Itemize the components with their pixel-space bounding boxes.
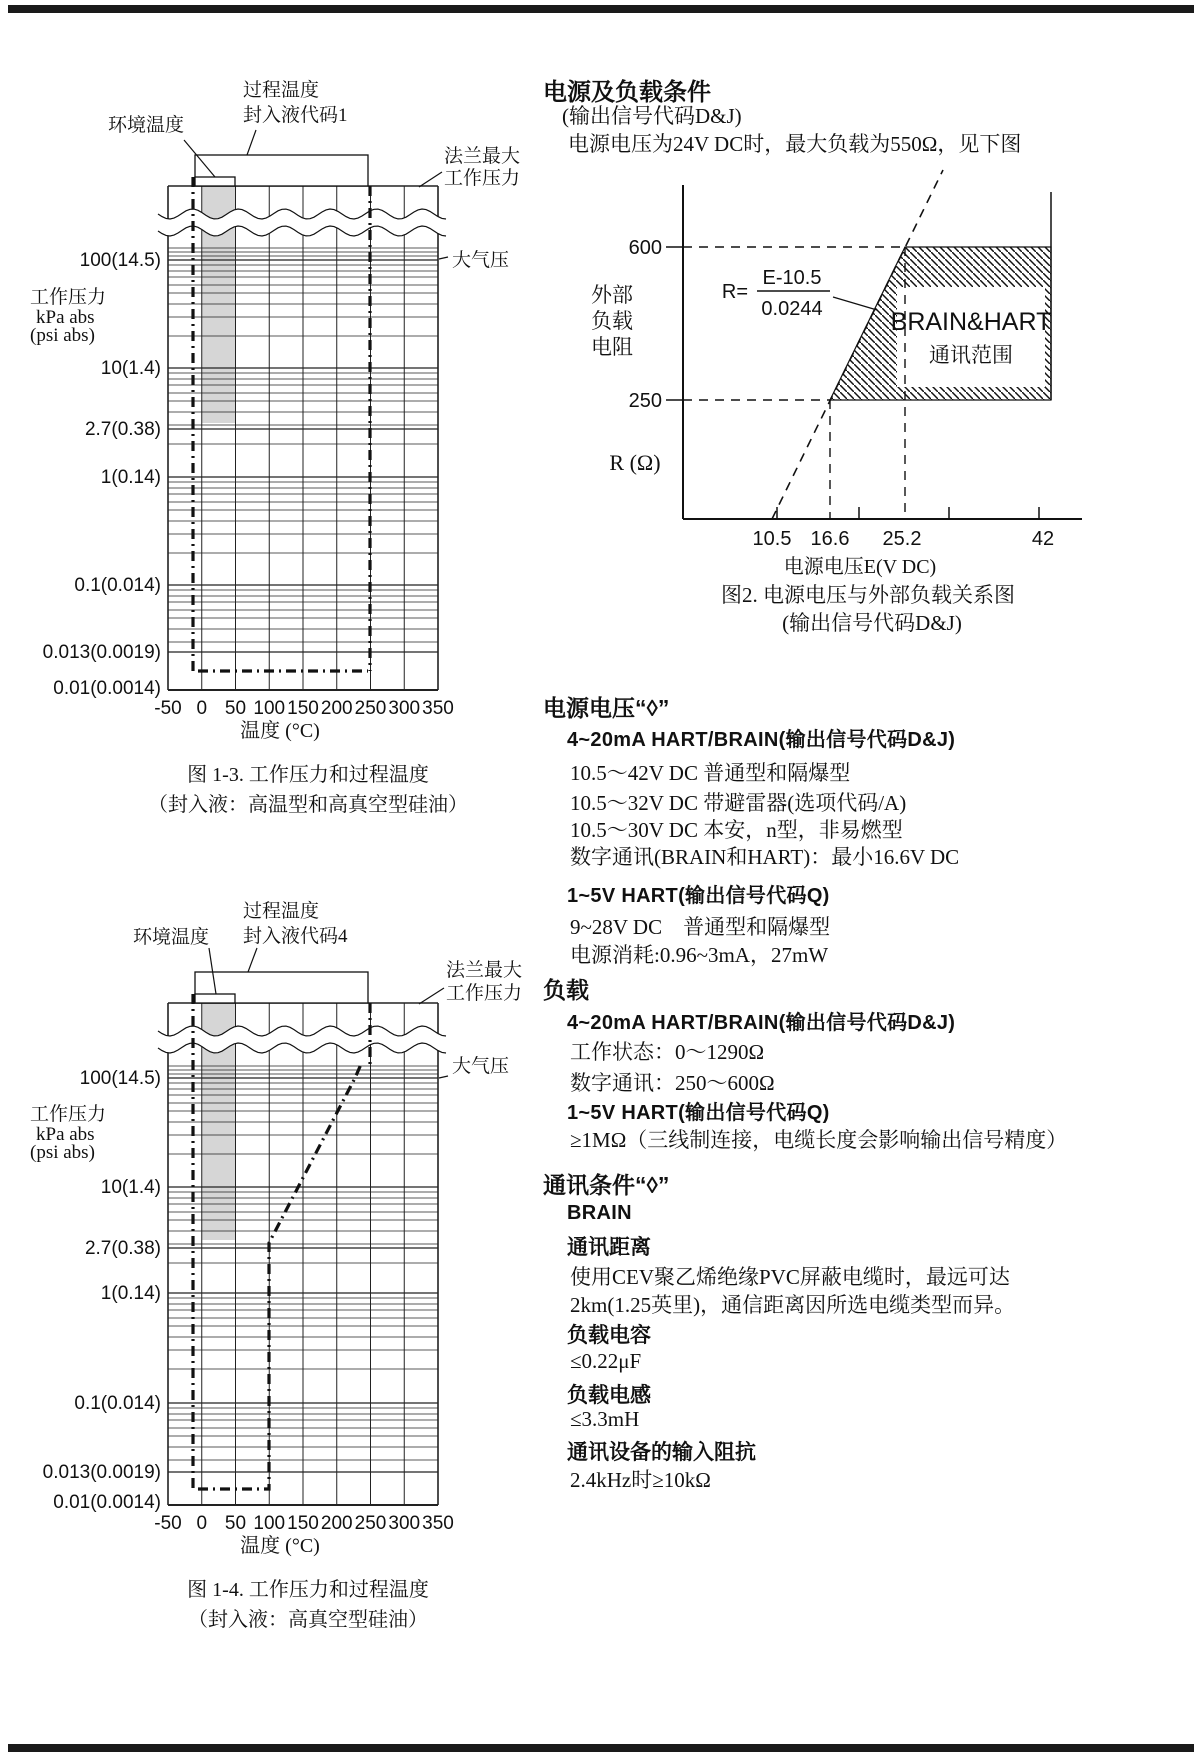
load-capacitance-value: ≤0.22μF	[570, 1349, 642, 1373]
supply-line: 数字通讯(BRAIN和HART)：最小16.6V DC	[570, 845, 960, 869]
leader-line	[833, 297, 877, 310]
formula-lhs: R=	[721, 281, 748, 303]
y-tick-label: 600	[628, 237, 662, 259]
comm-distance-line: 2km(1.25英里)，通信距离因所选电缆类型而异。	[570, 1293, 1016, 1317]
flange-max-pressure-label: 工作压力	[446, 983, 523, 1004]
x-axis-title: 温度 (°C)	[240, 1535, 320, 1557]
input-impedance-value: 2.4kHz时≥10kΩ	[570, 1468, 711, 1492]
section-title-load: 负载	[543, 977, 589, 1003]
leader-line	[419, 988, 444, 1004]
section-title-supply-voltage: 电源电压“◊”	[543, 695, 670, 721]
load-inductance-value: ≤3.3mH	[570, 1407, 640, 1431]
y-tick-label: 0.01(0.0014)	[53, 678, 161, 699]
supply-line: 10.5～42V DC 普通型和隔爆型	[570, 761, 851, 785]
x-tick-label: -50	[154, 698, 182, 719]
formula-denominator: 0.0244	[761, 298, 823, 320]
x-tick-label: 100	[253, 698, 286, 719]
y-tick-label: 100(14.5)	[79, 1068, 161, 1089]
supply-line: 电源消耗:0.96~3mA，27mW	[570, 943, 829, 967]
x-tick-label: 50	[224, 698, 247, 719]
supply-line: 10.5～30V DC 本安，n型，非易燃型	[570, 818, 903, 842]
atmosphere-label: 大气压	[452, 250, 510, 271]
figure-caption: 图 1-4. 工作压力和过程温度	[187, 1579, 429, 1601]
flange-max-pressure-label: 法兰最大	[446, 960, 523, 981]
y-axis-title: (psi abs)	[30, 1142, 95, 1163]
x-tick-label: 150	[287, 1513, 319, 1534]
fig2-y-axis-title: 电阻	[591, 335, 633, 359]
flange-max-pressure-label: 法兰最大	[444, 146, 521, 167]
y-tick-label: 250	[628, 390, 662, 412]
wave-break-band	[158, 1026, 446, 1053]
figure-caption: （封入液：高真空型硅油）	[188, 1609, 428, 1631]
load-sub-1-5v-hart: 1~5V HART(输出信号代码Q)	[567, 1102, 830, 1124]
comm-range-label: 通讯范围	[929, 343, 1013, 367]
supply-sub-1-5v-hart: 1~5V HART(输出信号代码Q)	[567, 885, 830, 907]
flange-max-pressure-label: 工作压力	[444, 168, 521, 189]
comm-brain-label: BRAIN	[567, 1202, 632, 1224]
load-capacitance-label: 负载电容	[567, 1324, 651, 1347]
fill-fluid-code-label: 封入液代码1	[243, 105, 348, 126]
load-inductance-label: 负载电感	[567, 1384, 651, 1407]
wave-break-band	[158, 209, 446, 236]
section-title-power-load-conditions: 电源及负载条件	[543, 79, 711, 106]
x-tick-label: 100	[253, 1513, 286, 1534]
y-tick-label: 2.7(0.38)	[84, 419, 161, 440]
y-axis-title: kPa abs	[36, 307, 95, 328]
supply-sub-hart-brain: 4~20mA HART/BRAIN(输出信号代码D&J)	[567, 729, 956, 751]
y-tick-label: 10(1.4)	[100, 1177, 161, 1198]
fill-fluid-code-label: 封入液代码4	[243, 926, 348, 947]
input-impedance-label: 通讯设备的输入阻抗	[567, 1441, 756, 1464]
leader-line	[419, 172, 442, 187]
y-tick-label: 2.7(0.38)	[84, 1238, 161, 1259]
max-load-note: 电源电压为24V DC时，最大负载为550Ω，见下图	[568, 132, 1022, 156]
figure-caption: (输出信号代码D&J)	[782, 611, 962, 635]
supply-line: 10.5～32V DC 带避雷器(选项代码/A)	[570, 791, 907, 815]
ambient-temp-box	[195, 994, 235, 1003]
load-line: ≥1MΩ（三线制连接，电缆长度会影响输出信号精度）	[570, 1128, 1068, 1152]
x-tick-label: 0	[196, 698, 208, 719]
atmosphere-label: 大气压	[452, 1056, 510, 1077]
load-line: 数字通讯：250～600Ω	[570, 1071, 775, 1095]
formula-numerator: E-10.5	[762, 267, 822, 289]
comm-distance-label: 通讯距离	[567, 1236, 651, 1259]
x-tick-label: 25.2	[882, 528, 922, 550]
comm-range-label-box	[897, 287, 1045, 387]
x-tick-label: 350	[422, 698, 454, 719]
fig2-y-axis-title: 负载	[591, 309, 633, 333]
x-tick-label: 300	[388, 698, 421, 719]
x-tick-label: 200	[320, 698, 353, 719]
comm-distance-line: 使用CEV聚乙烯绝缘PVC屏蔽电缆时，最远可达	[570, 1265, 1010, 1289]
figure-caption: 图2. 电源电压与外部负载关系图	[721, 583, 1015, 607]
y-tick-label: 100(14.5)	[79, 250, 161, 271]
y-tick-label: 1(0.14)	[100, 1283, 161, 1304]
supply-line: 9~28V DC 普通型和隔爆型	[570, 915, 831, 939]
fig2-y-axis-title: 外部	[591, 283, 633, 307]
leader-line	[439, 1076, 448, 1078]
y-tick-label: 10(1.4)	[100, 358, 161, 379]
process-temp-label: 过程温度	[243, 901, 320, 922]
figure-caption: （封入液：高温型和高真空型硅油）	[148, 794, 468, 816]
y-axis-title: 工作压力	[30, 1104, 107, 1125]
x-tick-label: -50	[154, 1513, 182, 1534]
y-tick-label: 0.1(0.014)	[74, 575, 161, 596]
ambient-temp-label: 环境温度	[108, 115, 185, 136]
x-tick-label: 350	[422, 1513, 454, 1534]
fig2-y-unit: R (Ω)	[609, 450, 661, 475]
x-tick-label: 10.5	[752, 528, 792, 550]
y-tick-label: 0.01(0.0014)	[53, 1492, 161, 1513]
leader-line	[248, 948, 257, 972]
process-temp-label: 过程温度	[243, 80, 320, 101]
comm-range-label: BRAIN&HART	[890, 308, 1052, 336]
x-tick-label: 250	[354, 698, 387, 719]
x-tick-label: 42	[1031, 528, 1055, 550]
ambient-temp-box	[195, 177, 235, 186]
y-axis-title: kPa abs	[36, 1124, 95, 1145]
y-axis-title: (psi abs)	[30, 325, 95, 346]
x-axis-title: 温度 (°C)	[240, 720, 320, 742]
section-title-comm-conditions: 通讯条件“◊”	[543, 1172, 670, 1198]
figure-caption: 图 1-3. 工作压力和过程温度	[187, 764, 429, 786]
x-tick-label: 200	[320, 1513, 353, 1534]
x-tick-label: 300	[388, 1513, 421, 1534]
x-tick-label: 250	[354, 1513, 387, 1534]
leader-line	[439, 257, 448, 259]
y-tick-label: 1(0.14)	[100, 467, 161, 488]
x-tick-label: 150	[287, 698, 319, 719]
fig2-x-axis-title: 电源电压E(V DC)	[783, 556, 937, 578]
y-axis-title: 工作压力	[30, 287, 107, 308]
leader-line	[247, 130, 256, 155]
y-tick-label: 0.013(0.0019)	[42, 1462, 161, 1483]
y-tick-label: 0.013(0.0019)	[42, 642, 161, 663]
x-tick-label: 0	[196, 1513, 208, 1534]
x-tick-label: 50	[224, 1513, 247, 1534]
ambient-temp-label: 环境温度	[133, 927, 210, 948]
x-tick-label: 16.6	[810, 528, 850, 550]
load-line: 工作状态：0～1290Ω	[570, 1040, 765, 1064]
y-tick-label: 0.1(0.014)	[74, 1393, 161, 1414]
output-signal-code-note: (输出信号代码D&J)	[562, 104, 742, 128]
load-sub-hart-brain: 4~20mA HART/BRAIN(输出信号代码D&J)	[567, 1012, 956, 1034]
